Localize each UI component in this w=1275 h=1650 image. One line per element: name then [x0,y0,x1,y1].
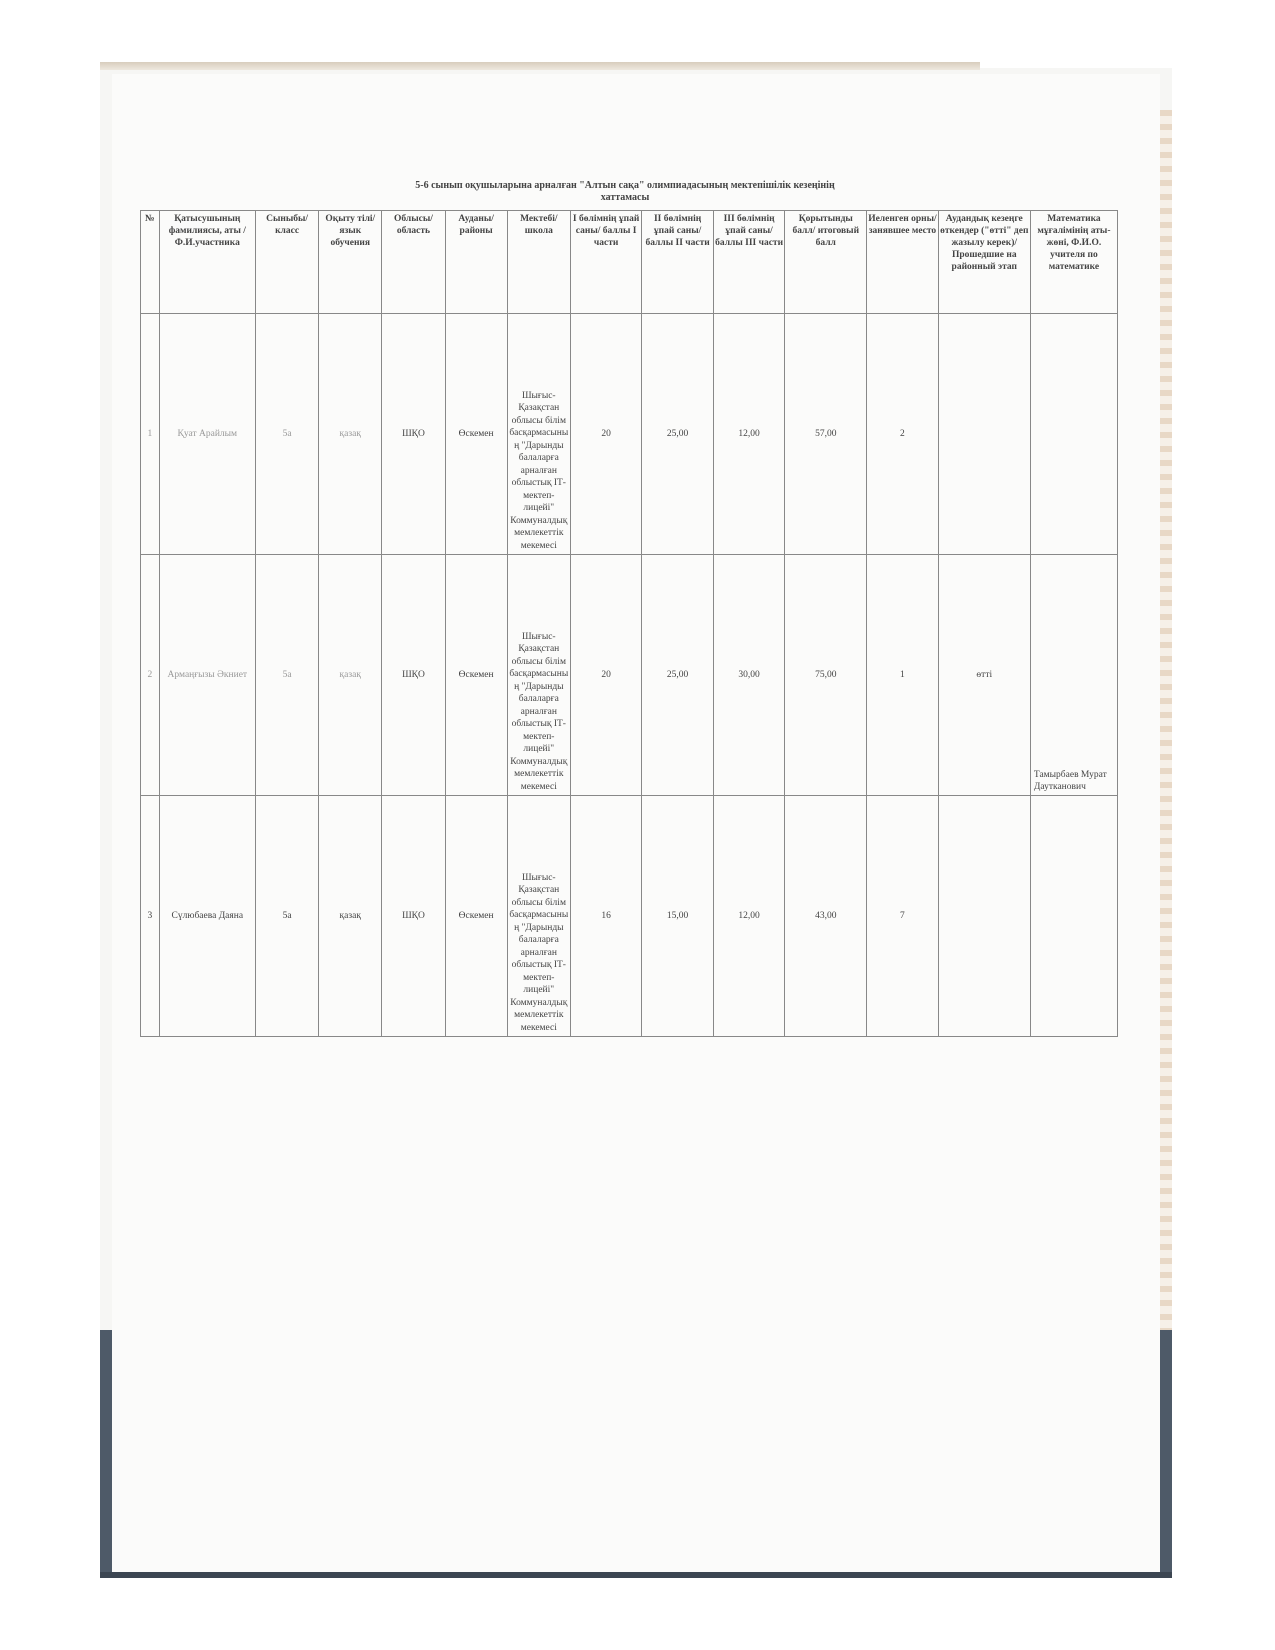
cell-lang: қазақ [319,555,382,796]
cell-total: 75,00 [785,555,867,796]
header-lang: Оқыту тілі/ язык обучения [319,211,382,314]
cell-lang: қазақ [319,314,382,555]
table-row [141,555,1118,796]
header-teacher: Математика мұғалімінің аты-жөні, Ф.И.О. учителя по математике [1030,211,1117,314]
cell-teacher [1030,796,1117,1037]
header-row [141,211,1118,314]
header-total: Қорытынды балл/ итоговый балл [785,211,867,314]
header-part1: І бөлімнің ұпай саны/ баллы І части [570,211,641,314]
cell-passed [938,796,1030,1037]
cell-part3: 30,00 [713,555,784,796]
header-place: Иеленген орны/ занявшее место [867,211,938,314]
scan-bottom-edge [100,1572,1172,1578]
cell-total: 43,00 [785,796,867,1037]
cell-place: 7 [867,796,938,1037]
table-row [141,796,1118,1037]
header-name: Қатысушының фамилиясы, аты /Ф.И.участника [159,211,255,314]
results-table [140,210,1118,1037]
cell-school: Шығыс-Қазақстан облысы білім басқармасының "Дарынды балаларға арналған облыстық ІТ-мектеп-лицейі" Коммуналдық мемлекеттік мекемесі [507,314,570,555]
cell-teacher: Тамырбаев Мурат Даутканович [1030,555,1117,796]
header-district: Ауданы/ районы [445,211,507,314]
cell-part2: 15,00 [642,796,713,1037]
header-class: Сыныбы/класс [255,211,318,314]
cell-class: 5а [255,555,318,796]
table-row [141,314,1118,555]
cell-total: 57,00 [785,314,867,555]
cell-part1: 16 [570,796,641,1037]
cell-school: Шығыс-Қазақстан облысы білім басқармасының "Дарынды балаларға арналған облыстық ІТ-мектеп-лицейі" Коммуналдық мемлекеттік мекемесі [507,796,570,1037]
title-line-2: хаттамасы [600,192,650,203]
scan-right-edge [1160,110,1172,1460]
cell-region: ШҚО [382,555,445,796]
cell-part3: 12,00 [713,314,784,555]
cell-district: Өскемен [445,555,507,796]
cell-class: 5а [255,796,318,1037]
cell-place: 2 [867,314,938,555]
cell-passed [938,314,1030,555]
cell-name: Қуат Арайлым [159,314,255,555]
cell-name: Армаңғызы Әкниет [159,555,255,796]
cell-part3: 12,00 [713,796,784,1037]
cell-region: ШҚО [382,796,445,1037]
cell-num: 2 [141,555,160,796]
cell-part1: 20 [570,314,641,555]
cell-district: Өскемен [445,314,507,555]
header-part3: ІІІ бөлімнің ұпай саны/ баллы ІІІ части [713,211,784,314]
cell-class: 5а [255,314,318,555]
cell-place: 1 [867,555,938,796]
header-school: Мектебі/ школа [507,211,570,314]
cell-num: 1 [141,314,160,555]
cell-name: Сүлюбаева Даяна [159,796,255,1037]
cell-part1: 20 [570,555,641,796]
cell-school: Шығыс-Қазақстан облысы білім басқармасының "Дарынды балаларға арналған облыстық ІТ-мектеп-лицейі" Коммуналдық мемлекеттік мекемесі [507,555,570,796]
cell-region: ШҚО [382,314,445,555]
header-passed: Аудандық кезеңге өткендер ("өтті" деп жазылу керек)/ Прошедшие на районный этап [938,211,1030,314]
header-region: Облысы/ область [382,211,445,314]
scan-top-edge [100,62,980,70]
cell-district: Өскемен [445,796,507,1037]
title-line-1: 5-6 сынып оқушыларына арналған "Алтын сақа" олимпиадасының мектепішілік кезеңінің [415,180,835,191]
header-num: № [141,211,160,314]
cell-teacher [1030,314,1117,555]
cell-part2: 25,00 [642,314,713,555]
cell-part2: 25,00 [642,555,713,796]
cell-passed: өтті [938,555,1030,796]
cell-num: 3 [141,796,160,1037]
header-part2: ІІ бөлімнің ұпай саны/ баллы ІІ части [642,211,713,314]
document-title [140,180,1110,204]
cell-lang: қазақ [319,796,382,1037]
